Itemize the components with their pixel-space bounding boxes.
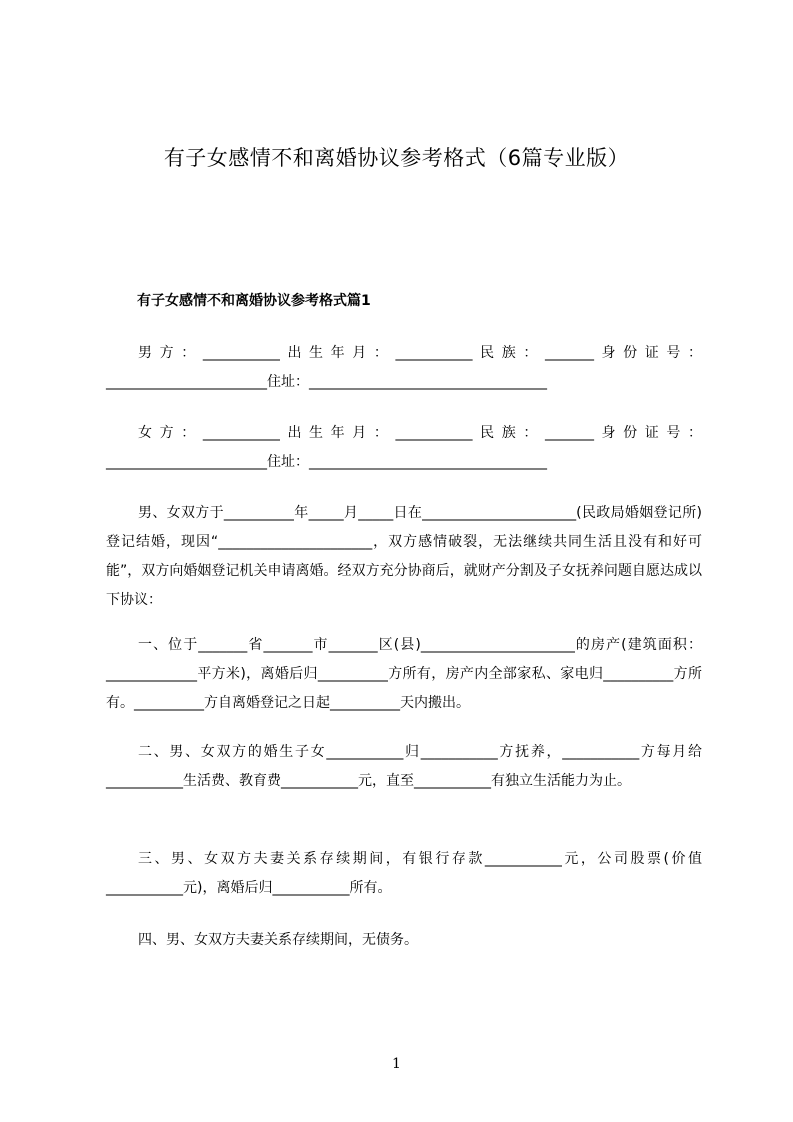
document-title: 有子女感情不和离婚协议参考格式（6篇专业版） (163, 146, 630, 170)
page-number: 1 (392, 1056, 401, 1072)
paragraph-clause-savings: 三、男、女双方夫妻关系存续期间，有银行存款___________元，公司股票(价值___________元)，离婚后归___________所有。 (106, 851, 702, 896)
paragraph-male-info: 男方：___________出生年月：___________民族：_______身份证号：_______________________住址：__________________________________ (106, 345, 702, 390)
section-heading: 有子女感情不和离婚协议参考格式篇1 (137, 293, 371, 309)
paragraph-clause-property: 一、位于_______省_______市_______区(县)______________________的房产(建筑面积：_____________平方米)，离婚后归__________方所有，房产内全部家私、家电归__________方所有。__________方自离婚登记之日起__________天内搬出。 (106, 637, 702, 711)
paragraph-female-info: 女方：___________出生年月：___________民族：_______身份证号：_______________________住址：__________________________________ (106, 425, 702, 470)
paragraph-clause-children: 二、男、女双方的婚生子女___________归___________方抚养，___________方每月给___________生活费、教育费___________元，直至___________有独立生活能力为止。 (106, 744, 702, 789)
paragraph-clause-debts: 四、男、女双方夫妻关系存续期间，无债务。 (138, 932, 418, 948)
paragraph-marriage-intro: 男、女双方于__________年_____月_____日在______________________(民政局婚姻登记所)登记结婚，现因“______________________，双方感情破裂，无法继续共同生活且没有和好可能”，双方向婚姻登记机关申请离婚。经双方充分协商后，就财产分割及子女抚养问题自愿达成以下协议： (106, 505, 702, 608)
